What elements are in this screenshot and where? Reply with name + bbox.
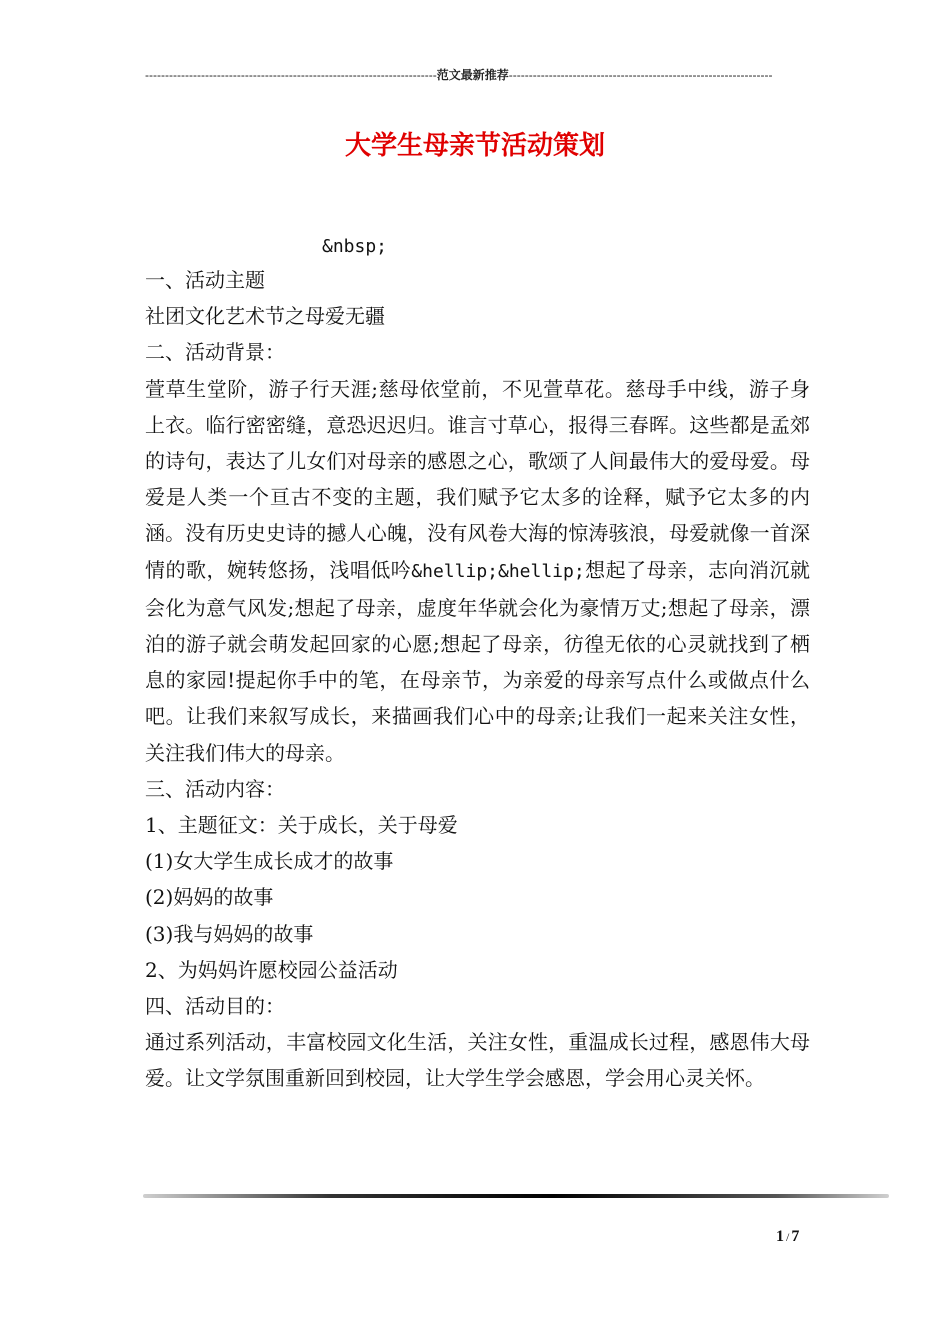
theme-text: 社团文化艺术节之母爱无疆: [145, 304, 385, 329]
background-text-part-1: 萱草生堂阶，游子行天涯;慈母依堂前，不见萱草花。慈母手中线，游子身上衣。临行密密缝，意恐迟迟归。谁言寸草心，报得三春晖。这些都是孟郊的诗句，表达了儿女们对母亲的感恩之心，歌颂了人间最伟大的爱母爱。母爱是人类一个亘古不变的主题，我们赋予它太多的诠释，赋予它太多的内涵。没有历史史诗的撼人心魄，没有风卷大海的惊涛骇浪，母爱就像一首深情的歌，婉转悠扬，浅唱低吟: [145, 376, 810, 582]
header-label: 范文最新推荐: [436, 68, 509, 82]
background-paragraph: [145, 371, 810, 771]
purpose-heading: 四、活动目的：: [145, 994, 285, 1019]
content-item-1-3: (3)我与妈妈的故事: [145, 921, 314, 946]
theme-heading: 一、活动主题: [145, 268, 265, 292]
page-current: 1: [776, 1228, 784, 1245]
content-item-1-2: (2)妈妈的故事: [145, 885, 274, 910]
content-item-1: 1、主题征文：关于成长，关于母爱: [145, 813, 458, 838]
page-separator: /: [786, 1230, 790, 1244]
document-title: 大学生母亲节活动策划: [344, 131, 605, 161]
background-text-part-2: 想起了母亲，志向消沉就会化为意气风发;想起了母亲，虚度年华就会化为豪情万丈;想起了母亲，漂泊的游子就会萌发起回家的心愿;想起了母亲，彷徨无依的心灵就找到了栖息的家园!提起你手中的笔，在母亲节，为亲爱的母亲写点什么或做点什么吧。让我们来叙写成长，来描画我们心中的母亲;让我们一起来关注女性，关注我们伟大的母亲。: [145, 557, 811, 765]
page-number: [776, 1228, 799, 1246]
page-header: [145, 66, 805, 84]
purpose-paragraph: 通过系列活动，丰富校园文化生活，关注女性，重温成长过程，感恩伟大母爱。让文学氛围重新回到校园，让大学生学会感恩，学会用心灵关怀。: [145, 1030, 810, 1091]
page-total: 7: [791, 1228, 800, 1245]
content-item-1-1: (1)女大学生成长成才的故事: [145, 849, 394, 874]
document-body: [145, 262, 810, 1097]
background-heading: 二、活动背景：: [145, 340, 285, 365]
content-heading: 三、活动内容：: [145, 776, 285, 801]
header-left-dashes: -------------------------------------------------------------------------: [145, 68, 437, 82]
hellip-entity-text: &hellip;&hellip;: [411, 560, 585, 582]
footer-divider: [143, 1194, 889, 1198]
content-item-2: 2、为妈妈许愿校园公益活动: [145, 957, 398, 982]
header-right-dashes: ------------------------------------------------------------------: [508, 68, 773, 82]
nbsp-entity-text: &nbsp;: [322, 236, 388, 257]
